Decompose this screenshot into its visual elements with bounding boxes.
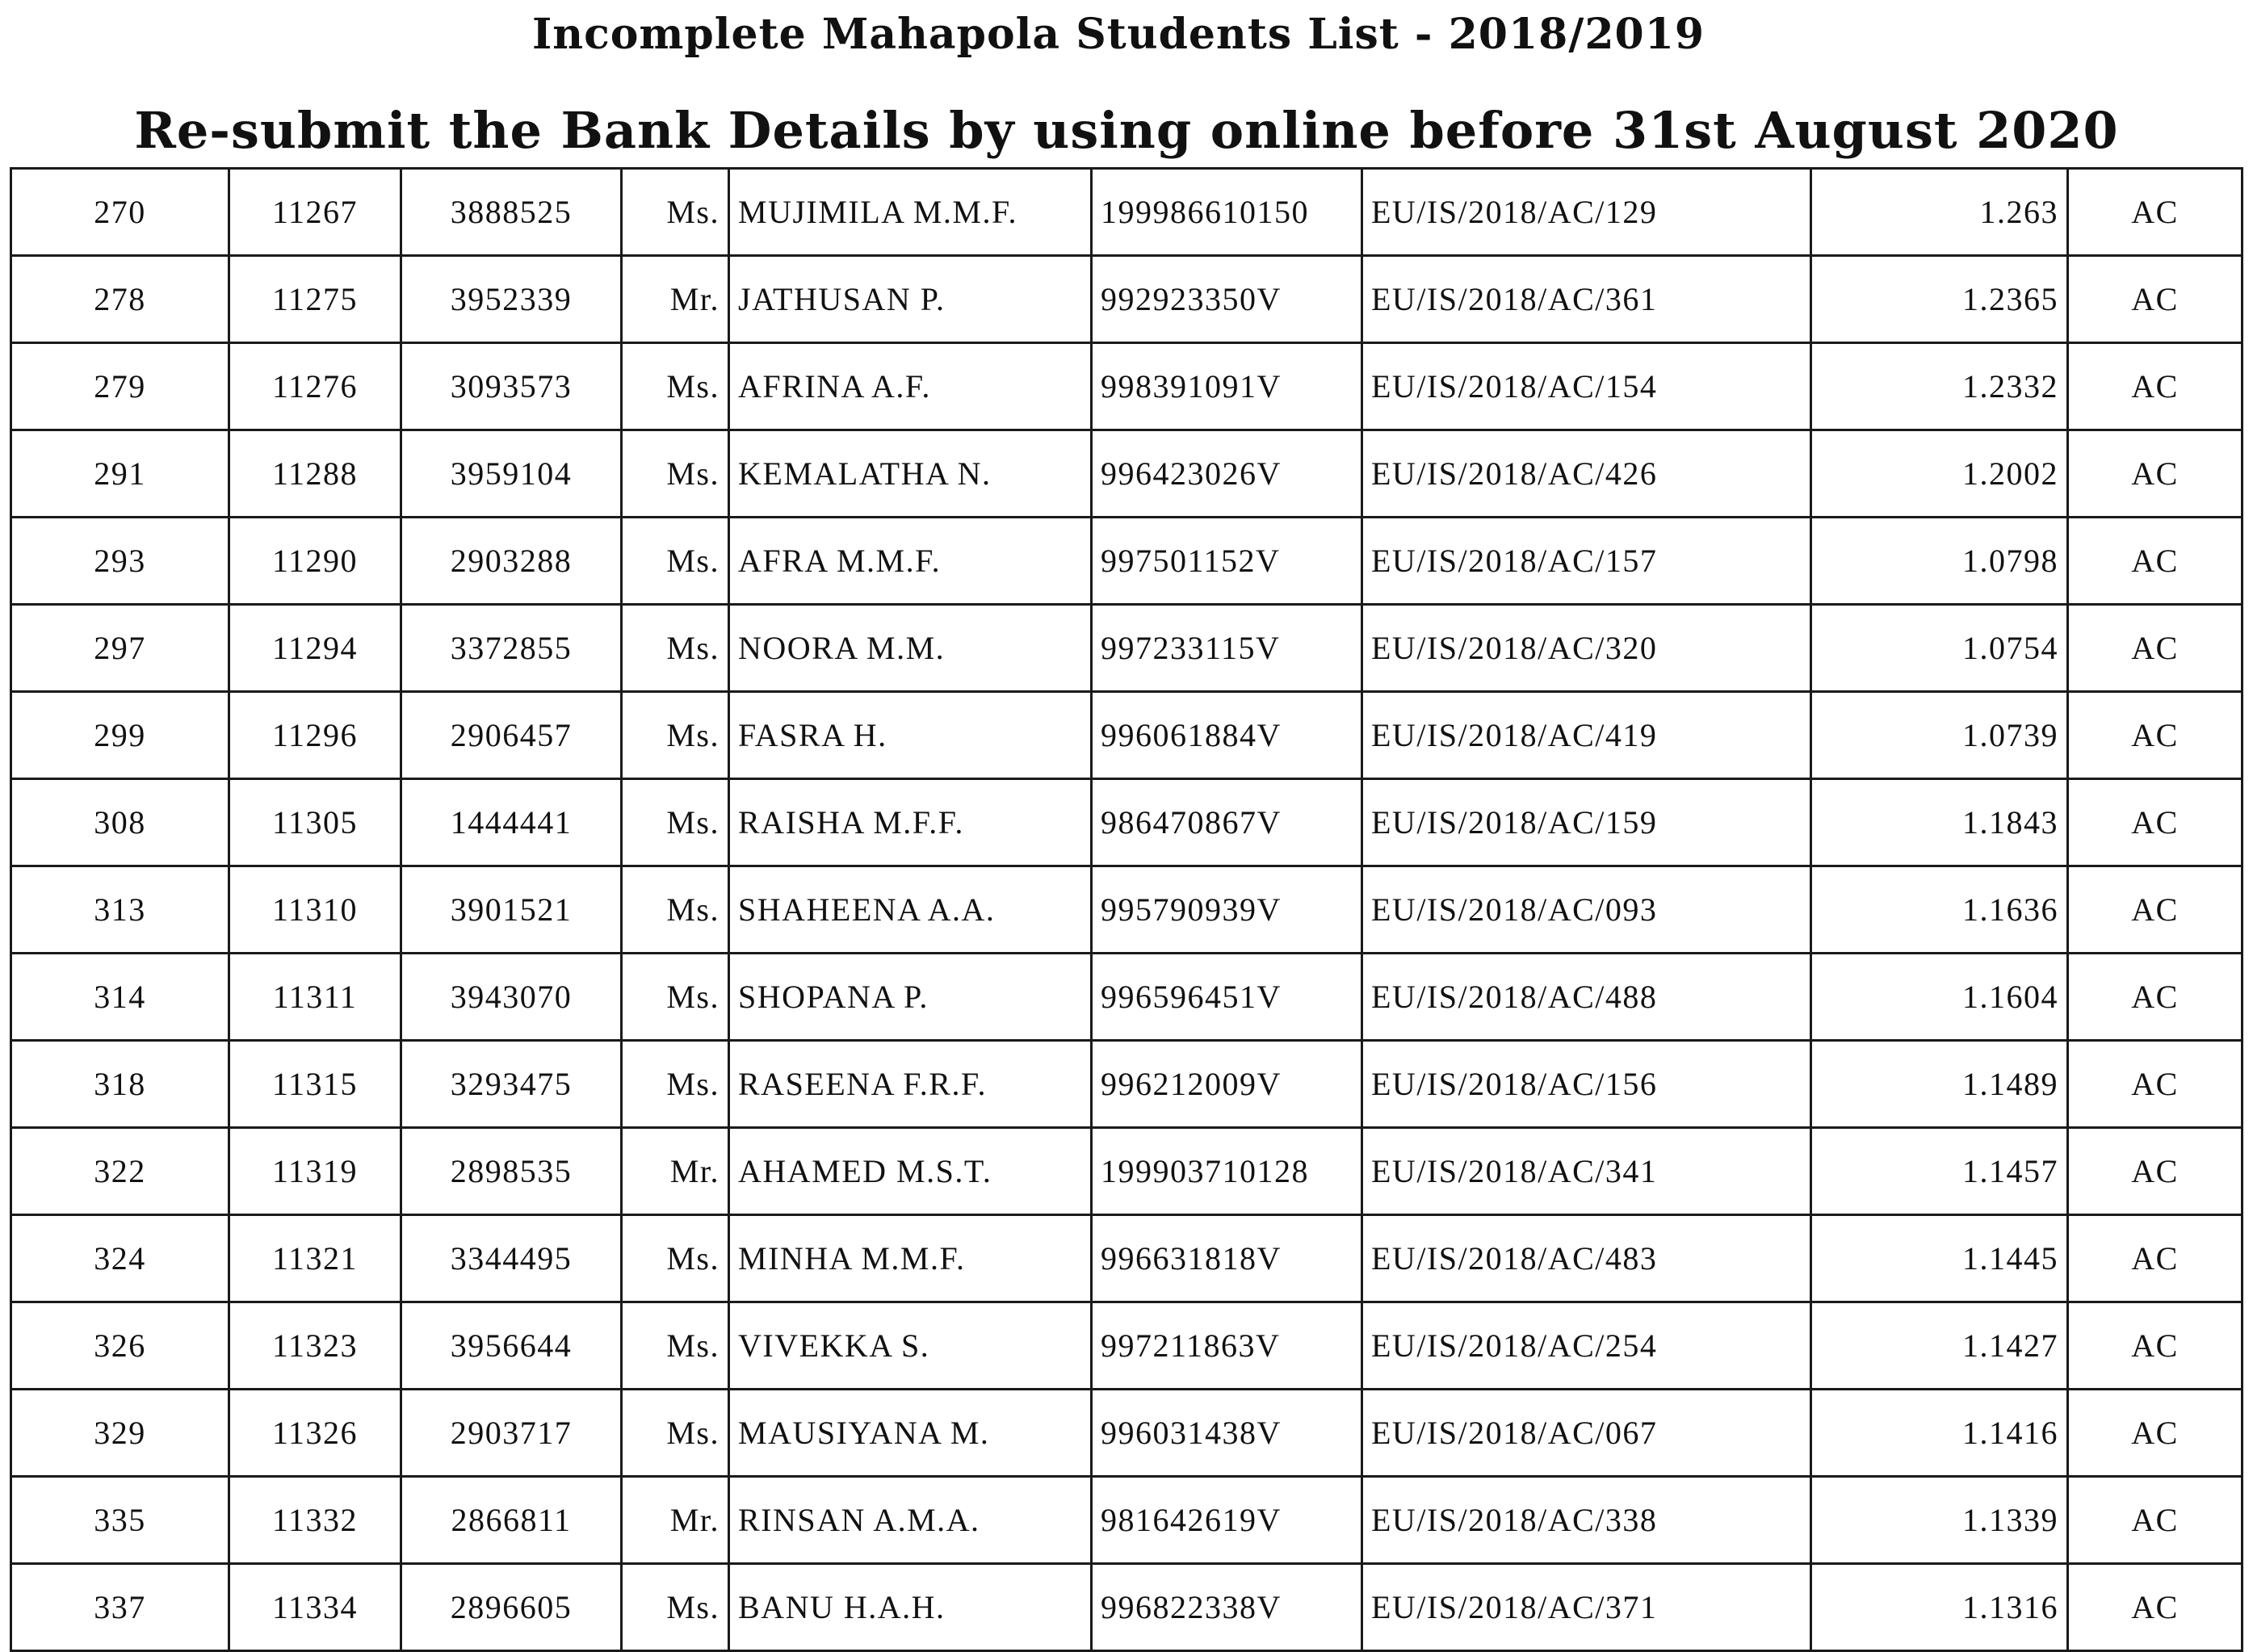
table-row [11,954,2243,1041]
nic-number-cell: 996423026V [1092,430,1362,518]
student-name-cell: MINHA M.M.F. [729,1215,1092,1302]
title-cell: Mr. [622,256,729,343]
faculty-code-cell: AC [2068,1128,2243,1215]
z-score-cell: 1.1604 [1811,954,2068,1041]
application-number-cell: 2906457 [401,692,622,779]
table-row [11,1477,2243,1564]
faculty-code-cell: AC [2068,692,2243,779]
z-score-cell: 1.1843 [1811,779,2068,866]
student-name-cell: VIVEKKA S. [729,1302,1092,1390]
table-row [11,692,2243,779]
z-score-cell: 1.2365 [1811,256,2068,343]
student-name-cell: MAUSIYANA M. [729,1390,1092,1477]
z-score-cell: 1.1339 [1811,1477,2068,1564]
application-number-cell: 3888525 [401,169,622,256]
title-cell: Ms. [622,343,729,430]
application-number-cell: 3901521 [401,866,622,954]
serial-number-cell: 314 [11,954,229,1041]
registration-number-cell: EU/IS/2018/AC/157 [1362,518,1811,605]
serial-number-cell: 326 [11,1302,229,1390]
z-score-cell: 1.0739 [1811,692,2068,779]
student-name-cell: SHAHEENA A.A. [729,866,1092,954]
faculty-code-cell: AC [2068,256,2243,343]
faculty-code-cell: AC [2068,1390,2243,1477]
application-number-cell: 1444441 [401,779,622,866]
faculty-code-cell: AC [2068,1477,2243,1564]
page-title: Incomplete Mahapola Students List - 2018/2019 [531,10,1705,59]
application-number-cell: 3372855 [401,605,622,692]
application-number-cell: 2903717 [401,1390,622,1477]
faculty-code-cell: AC [2068,1302,2243,1390]
z-score-cell: 1.1445 [1811,1215,2068,1302]
registration-number-cell: EU/IS/2018/AC/320 [1362,605,1811,692]
faculty-code-cell: AC [2068,169,2243,256]
faculty-code-cell: AC [2068,430,2243,518]
faculty-code-cell: AC [2068,954,2243,1041]
application-number-cell: 3956644 [401,1302,622,1390]
table-row [11,1390,2243,1477]
application-number-cell: 3093573 [401,343,622,430]
nic-number-cell: 199986610150 [1092,169,1362,256]
index-number-cell: 11288 [229,430,401,518]
student-name-cell: JATHUSAN P. [729,256,1092,343]
serial-number-cell: 293 [11,518,229,605]
title-cell: Ms. [622,954,729,1041]
index-number-cell: 11326 [229,1390,401,1477]
title-cell: Mr. [622,1128,729,1215]
application-number-cell: 2903288 [401,518,622,605]
serial-number-cell: 324 [11,1215,229,1302]
nic-number-cell: 996061884V [1092,692,1362,779]
student-name-cell: KEMALATHA N. [729,430,1092,518]
registration-number-cell: EU/IS/2018/AC/488 [1362,954,1811,1041]
registration-number-cell: EU/IS/2018/AC/093 [1362,866,1811,954]
nic-number-cell: 981642619V [1092,1477,1362,1564]
registration-number-cell: EU/IS/2018/AC/426 [1362,430,1811,518]
student-name-cell: AFRA M.M.F. [729,518,1092,605]
nic-number-cell: 986470867V [1092,779,1362,866]
index-number-cell: 11276 [229,343,401,430]
table-row [11,779,2243,866]
serial-number-cell: 318 [11,1041,229,1128]
title-cell: Ms. [622,430,729,518]
z-score-cell: 1.2332 [1811,343,2068,430]
index-number-cell: 11310 [229,866,401,954]
z-score-cell: 1.1316 [1811,1564,2068,1651]
index-number-cell: 11290 [229,518,401,605]
table-row [11,1215,2243,1302]
table-row [11,256,2243,343]
index-number-cell: 11305 [229,779,401,866]
nic-number-cell: 996596451V [1092,954,1362,1041]
application-number-cell: 2896605 [401,1564,622,1651]
faculty-code-cell: AC [2068,1215,2243,1302]
student-name-cell: RINSAN A.M.A. [729,1477,1092,1564]
table-row [11,343,2243,430]
index-number-cell: 11319 [229,1128,401,1215]
student-name-cell: AHAMED M.S.T. [729,1128,1092,1215]
registration-number-cell: EU/IS/2018/AC/159 [1362,779,1811,866]
application-number-cell: 2866811 [401,1477,622,1564]
student-name-cell: RASEENA F.R.F. [729,1041,1092,1128]
student-name-cell: NOORA M.M. [729,605,1092,692]
nic-number-cell: 995790939V [1092,866,1362,954]
title-cell: Ms. [622,866,729,954]
serial-number-cell: 329 [11,1390,229,1477]
faculty-code-cell: AC [2068,866,2243,954]
title-cell: Ms. [622,1041,729,1128]
index-number-cell: 11275 [229,256,401,343]
serial-number-cell: 313 [11,866,229,954]
nic-number-cell: 996212009V [1092,1041,1362,1128]
index-number-cell: 11315 [229,1041,401,1128]
index-number-cell: 11296 [229,692,401,779]
index-number-cell: 11294 [229,605,401,692]
registration-number-cell: EU/IS/2018/AC/361 [1362,256,1811,343]
page-subtitle: Re-submit the Bank Details by using online before 31st August 2020 [134,101,2119,160]
z-score-cell: 1.0798 [1811,518,2068,605]
serial-number-cell: 308 [11,779,229,866]
serial-number-cell: 291 [11,430,229,518]
registration-number-cell: EU/IS/2018/AC/129 [1362,169,1811,256]
z-score-cell: 1.1457 [1811,1128,2068,1215]
table-row [11,605,2243,692]
index-number-cell: 11332 [229,1477,401,1564]
title-cell: Ms. [622,1215,729,1302]
application-number-cell: 3293475 [401,1041,622,1128]
registration-number-cell: EU/IS/2018/AC/419 [1362,692,1811,779]
registration-number-cell: EU/IS/2018/AC/341 [1362,1128,1811,1215]
nic-number-cell: 998391091V [1092,343,1362,430]
z-score-cell: 1.2002 [1811,430,2068,518]
students-table [10,167,2243,1652]
index-number-cell: 11267 [229,169,401,256]
title-cell: Ms. [622,605,729,692]
registration-number-cell: EU/IS/2018/AC/254 [1362,1302,1811,1390]
application-number-cell: 3959104 [401,430,622,518]
faculty-code-cell: AC [2068,605,2243,692]
registration-number-cell: EU/IS/2018/AC/156 [1362,1041,1811,1128]
application-number-cell: 3943070 [401,954,622,1041]
registration-number-cell: EU/IS/2018/AC/371 [1362,1564,1811,1651]
application-number-cell: 3952339 [401,256,622,343]
student-name-cell: FASRA H. [729,692,1092,779]
student-name-cell: AFRINA A.F. [729,343,1092,430]
z-score-cell: 1.1489 [1811,1041,2068,1128]
registration-number-cell: EU/IS/2018/AC/154 [1362,343,1811,430]
title-cell: Ms. [622,692,729,779]
serial-number-cell: 270 [11,169,229,256]
registration-number-cell: EU/IS/2018/AC/067 [1362,1390,1811,1477]
table-row [11,1041,2243,1128]
table-body [11,169,2243,1651]
title-cell: Mr. [622,1477,729,1564]
serial-number-cell: 297 [11,605,229,692]
serial-number-cell: 335 [11,1477,229,1564]
registration-number-cell: EU/IS/2018/AC/483 [1362,1215,1811,1302]
nic-number-cell: 996822338V [1092,1564,1362,1651]
index-number-cell: 11334 [229,1564,401,1651]
title-cell: Ms. [622,779,729,866]
student-name-cell: SHOPANA P. [729,954,1092,1041]
index-number-cell: 11321 [229,1215,401,1302]
faculty-code-cell: AC [2068,518,2243,605]
nic-number-cell: 997501152V [1092,518,1362,605]
nic-number-cell: 996031438V [1092,1390,1362,1477]
serial-number-cell: 278 [11,256,229,343]
index-number-cell: 11311 [229,954,401,1041]
nic-number-cell: 996631818V [1092,1215,1362,1302]
student-name-cell: MUJIMILA M.M.F. [729,169,1092,256]
registration-number-cell: EU/IS/2018/AC/338 [1362,1477,1811,1564]
nic-number-cell: 199903710128 [1092,1128,1362,1215]
faculty-code-cell: AC [2068,343,2243,430]
table-row [11,866,2243,954]
table-row [11,169,2243,256]
serial-number-cell: 322 [11,1128,229,1215]
nic-number-cell: 997233115V [1092,605,1362,692]
student-name-cell: BANU H.A.H. [729,1564,1092,1651]
title-cell: Ms. [622,518,729,605]
z-score-cell: 1.1416 [1811,1390,2068,1477]
faculty-code-cell: AC [2068,1564,2243,1651]
student-name-cell: RAISHA M.F.F. [729,779,1092,866]
table-row [11,518,2243,605]
title-cell: Ms. [622,1564,729,1651]
application-number-cell: 3344495 [401,1215,622,1302]
serial-number-cell: 337 [11,1564,229,1651]
z-score-cell: 1.263 [1811,169,2068,256]
faculty-code-cell: AC [2068,779,2243,866]
title-cell: Ms. [622,1390,729,1477]
z-score-cell: 1.0754 [1811,605,2068,692]
z-score-cell: 1.1636 [1811,866,2068,954]
table-row [11,1564,2243,1651]
title-cell: Ms. [622,169,729,256]
table-row [11,430,2243,518]
index-number-cell: 11323 [229,1302,401,1390]
nic-number-cell: 992923350V [1092,256,1362,343]
table-row [11,1302,2243,1390]
serial-number-cell: 279 [11,343,229,430]
title-cell: Ms. [622,1302,729,1390]
nic-number-cell: 997211863V [1092,1302,1362,1390]
application-number-cell: 2898535 [401,1128,622,1215]
table-row [11,1128,2243,1215]
faculty-code-cell: AC [2068,1041,2243,1128]
serial-number-cell: 299 [11,692,229,779]
z-score-cell: 1.1427 [1811,1302,2068,1390]
